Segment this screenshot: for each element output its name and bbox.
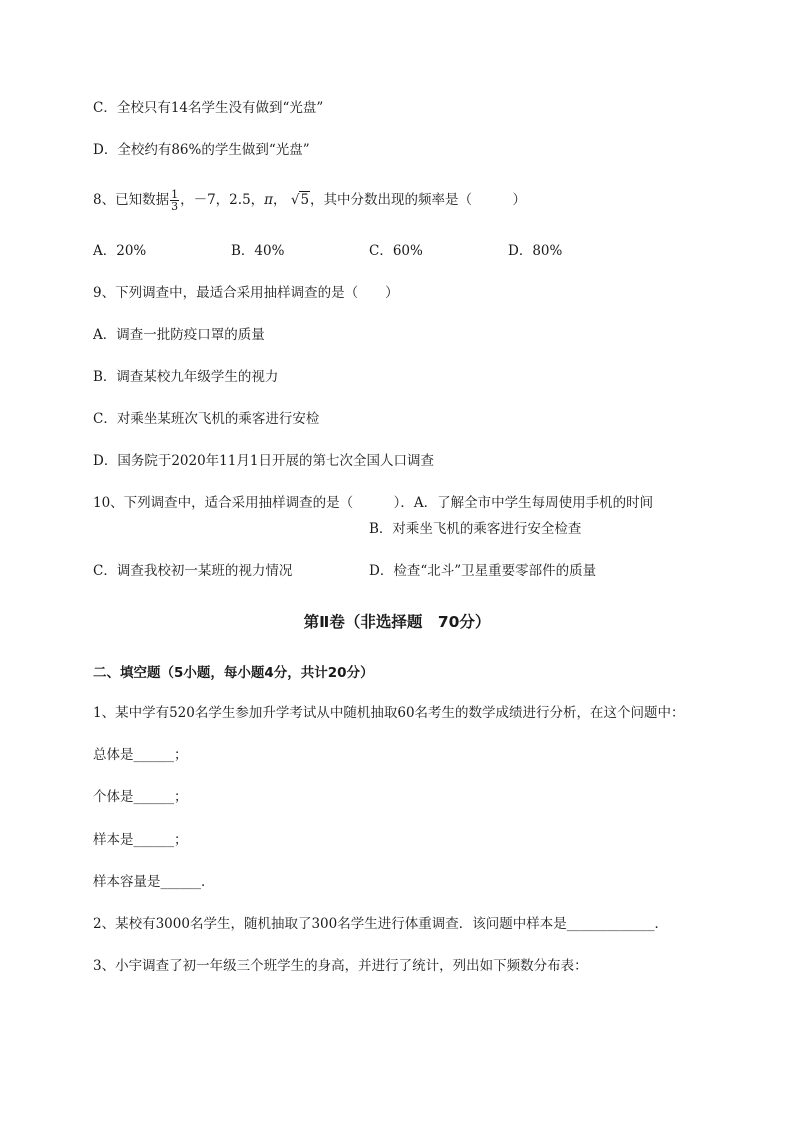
q8-pi: π — [264, 192, 274, 208]
q9-option-b: B．调查某校九年级学生的视力 — [93, 369, 279, 385]
q8-option-a: A．20% — [93, 243, 147, 259]
q8-sqrt — [291, 191, 310, 209]
q8-option-c: C．60% — [369, 243, 423, 259]
fill1-sample: 样本是______； — [93, 832, 188, 848]
q10-option-b: B．对乘坐飞机的乘客进行安全检查 — [369, 521, 582, 537]
q7-option-c: C．全校只有14名学生没有做到“光盘” — [93, 100, 324, 116]
fill2-stem: 2、某校有3000名学生，随机抽取了300名学生进行体重调查．该问题中样本是_____________． — [93, 916, 668, 932]
fill1-sample-size: 样本容量是______． — [93, 874, 215, 890]
q8-frac-numerator: 1 — [171, 188, 179, 201]
q10-stem: 10、下列调查中，适合采用抽样调查的是（ ）．A．了解全市中学生每周使用手机的时间 — [93, 495, 654, 511]
q8-sqrt-sign: √ — [290, 192, 300, 208]
q9-option-c: C．对乘坐某班次飞机的乘客进行安检 — [93, 411, 320, 427]
q8-sqrt-value: 5 — [300, 192, 310, 208]
q8-middle: ，－7，2.5， — [180, 192, 265, 208]
q9-option-d: D．国务院于2020年11月1日开展的第七次全国人口调查 — [93, 453, 434, 469]
q8-sep: ， — [273, 192, 287, 208]
part-2-title: 第Ⅱ卷（非选择题 70分） — [303, 613, 491, 631]
q8-option-d: D．80% — [508, 243, 563, 259]
q8-fraction — [170, 189, 179, 212]
q7-option-d: D．全校约有86%的学生做到“光盘” — [93, 142, 310, 158]
q9-stem: 9、下列调查中，最适合采用抽样调查的是（ ） — [93, 285, 399, 301]
question-8 — [93, 189, 526, 212]
q9-option-a: A．调查一批防疫口罩的质量 — [93, 327, 265, 343]
q10-option-c: C．调查我校初一某班的视力情况 — [93, 563, 293, 579]
q8-option-b: B．40% — [231, 243, 285, 259]
fill1-stem: 1、某中学有520名学生参加升学考试从中随机抽取60名考生的数学成绩进行分析，在这个问题中： — [93, 705, 685, 721]
section-2-title: 二、填空题（5小题，每小题4分，共计20分） — [93, 665, 374, 681]
fill1-individual: 个体是______； — [93, 789, 188, 805]
q8-suffix: ，其中分数出现的频率是（ ） — [310, 192, 527, 208]
fill1-population: 总体是______； — [93, 747, 188, 763]
fill3-stem: 3、小宇调查了初一年级三个班学生的身高，并进行了统计，列出如下频数分布表： — [93, 958, 588, 974]
q8-prefix: 8、已知数据 — [93, 192, 170, 208]
q10-option-d: D．检查“北斗”卫星重要零部件的质量 — [369, 563, 597, 579]
q8-frac-denominator: 3 — [171, 200, 179, 213]
